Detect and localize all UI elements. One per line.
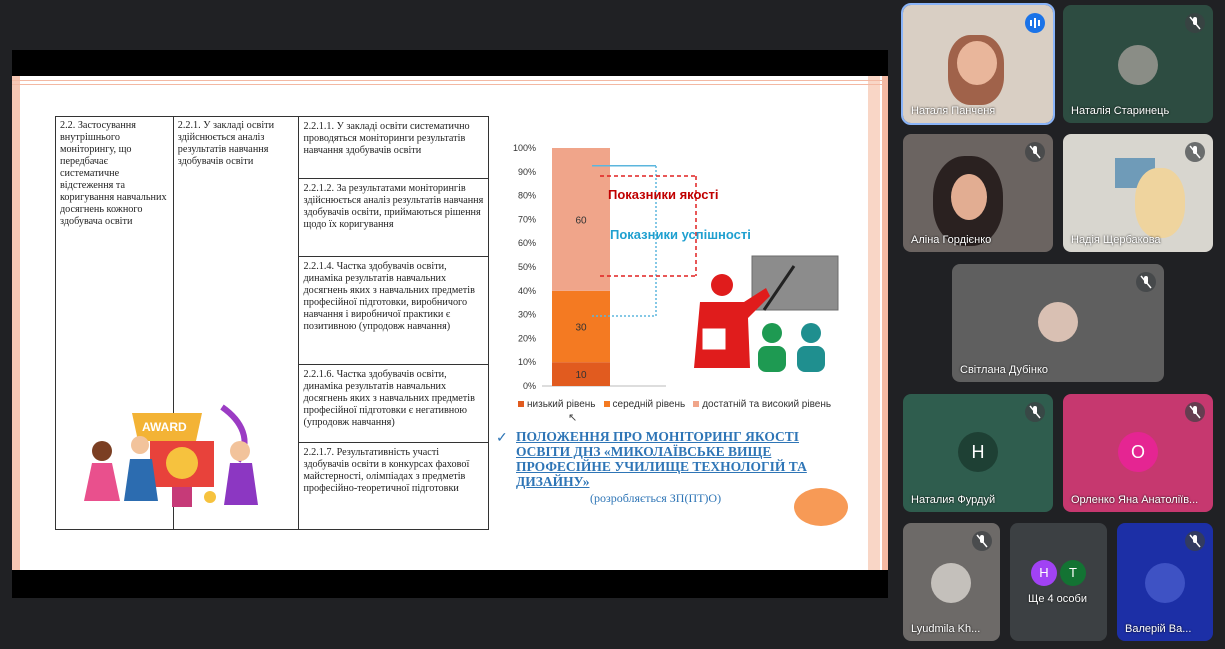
participant-tile[interactable]	[903, 394, 1053, 512]
stacked-bar-chart	[496, 138, 846, 418]
participant-name: Наталія Старинець	[1071, 105, 1170, 117]
participant-tile[interactable]	[1117, 523, 1213, 641]
participant-avatar	[931, 563, 971, 603]
indicator-item: 2.2.1.2. За результатами моніторингів здійснюється аналіз результатів навчання здобувачів освіти, приймаються рішення щодо їх коригування	[299, 179, 488, 257]
slide-left-border	[12, 76, 20, 570]
participant-avatar: Н	[1031, 560, 1057, 586]
person-body	[124, 459, 158, 501]
participant-tile[interactable]	[1063, 5, 1213, 123]
y-tick-label: 80%	[517, 190, 536, 201]
legend-swatch	[518, 401, 524, 407]
participant-face	[957, 41, 997, 85]
participant-avatar: Н	[958, 432, 998, 472]
indicator-item: 2.2.1.1. У закладі освіти систематично проводяться моніторинги результатів навчання здобувачів освіти	[299, 117, 488, 179]
mic-off-icon	[972, 531, 992, 551]
person-body	[84, 463, 120, 501]
bar-data-label: 60	[575, 215, 587, 227]
board-icon	[752, 256, 838, 310]
participant-avatar: Т	[1060, 560, 1086, 586]
mic-off-icon	[1185, 142, 1205, 162]
legend-label: середній рівень	[612, 399, 686, 410]
indicators-cell	[299, 117, 489, 530]
participant-tile[interactable]	[1063, 394, 1213, 512]
slide-right-border-outer	[882, 76, 888, 570]
y-tick-label: 40%	[517, 285, 536, 296]
mic-off-icon	[1025, 142, 1045, 162]
participant-tile[interactable]	[903, 134, 1053, 252]
participant-tile[interactable]	[903, 5, 1053, 123]
teacher-icon	[711, 274, 733, 296]
y-tick-label: 70%	[517, 214, 536, 225]
participant-name: Аліна Гордієнко	[911, 234, 992, 246]
participant-avatar	[1038, 302, 1078, 342]
criterion-cell: 2.2. Застосування внутрішнього моніторингу, що передбачає систематичне відстеження та коригування навчальних досягнень кожного здобувача освіти	[56, 117, 174, 530]
award-illustration	[62, 401, 272, 511]
y-tick-label: 100%	[512, 143, 536, 153]
y-tick-label: 20%	[517, 333, 536, 344]
student-body	[758, 346, 786, 372]
participant-name: Орленко Яна Анатоліїв...	[1071, 494, 1199, 506]
legend-label: низький рівень	[527, 399, 596, 410]
legend-item	[604, 399, 686, 410]
student-body	[797, 346, 825, 372]
participant-name: Світлана Дубінко	[960, 364, 1048, 376]
participant-name: Наталия Фурдуй	[911, 494, 996, 506]
presentation-slide	[12, 76, 888, 570]
participant-name: Lyudmila Kh...	[911, 623, 981, 635]
quality-indicators-label: Показники якості	[608, 187, 719, 202]
mic-off-icon	[1025, 402, 1045, 422]
mic-off-icon	[1185, 531, 1205, 551]
chart-bars	[552, 148, 610, 386]
indicator-item: 2.2.1.7. Результативність участі здобувачів освіти в конкурсах фахової майстерності, олімпіадах з предметів професійно-теоретичної підготовки	[303, 447, 470, 494]
participant-name: Наталя Панченя	[911, 105, 996, 117]
bar-data-label: 10	[575, 370, 587, 382]
student-icon	[762, 323, 782, 343]
mouse-cursor-icon: ↖	[568, 412, 578, 424]
y-tick-label: 50%	[517, 262, 536, 272]
mic-off-icon	[1185, 402, 1205, 422]
legend-item	[693, 399, 831, 410]
participant-tile[interactable]	[952, 264, 1164, 382]
participant-face	[951, 174, 987, 220]
y-tick-label: 60%	[517, 238, 536, 249]
participant-name: Надія Щербакова	[1071, 234, 1161, 246]
legend-swatch	[693, 401, 699, 407]
mic-off-icon	[1185, 13, 1205, 33]
person-icon	[131, 436, 149, 454]
participant-avatar	[1145, 563, 1185, 603]
bar-data-label: 30	[575, 322, 587, 334]
participant-avatar: О	[1118, 432, 1158, 472]
person-icon	[230, 441, 250, 461]
more-participants-tile[interactable]	[1010, 523, 1107, 641]
person-icon	[92, 441, 112, 461]
y-tick-label: 30%	[517, 309, 536, 320]
regulation-subtitle: (розробляється ЗП(ПТ)О)	[590, 491, 722, 505]
participant-name: Валерій Ва...	[1125, 623, 1192, 635]
award-text: AWARD	[142, 420, 187, 434]
legend-swatch	[604, 401, 610, 407]
requirement-cell: 2.2.1. У закладі освіти здійснюється аналіз результатів навчання здобувачів освіти	[173, 117, 299, 530]
indicator-item: 2.2.1.4. Частка здобувачів освіти, динаміка результатів навчальних досягнень яких з навчальних предметів професійної підготовки, виробничого навчання і виробничої практики є позитивною (упродовж навчання)	[299, 257, 488, 365]
speaking-icon	[1025, 13, 1045, 33]
y-tick-label: 10%	[517, 357, 536, 368]
indicator-item: 2.2.1.6. Частка здобувачів освіти, динаміка результатів навчальних досягнень яких з навчальних предметів професійної підготовки є негативною (упродовж навчання)	[299, 365, 488, 443]
trophy-icon	[204, 491, 216, 503]
regulation-link[interactable]: ПОЛОЖЕННЯ ПРО МОНІТОРИНГ ЯКОСТІ ОСВІТИ ДНЗ «МИКОЛАЇВСЬКЕ ВИЩЕ ПРОФЕСІЙНЕ УЧИЛИЩЕ ТЕХНОЛОГІЙ ТА ДИЗАЙНУ»	[516, 429, 807, 489]
student-icon	[801, 323, 821, 343]
y-tick-label: 0%	[522, 381, 536, 391]
decorative-oval	[794, 488, 848, 526]
slide-right-border	[868, 76, 880, 570]
participant-tile[interactable]	[903, 523, 1000, 641]
mic-off-icon	[1136, 272, 1156, 292]
award-stand	[172, 487, 192, 507]
chart-legend	[518, 399, 831, 410]
teacher-paper	[702, 328, 726, 350]
slide-top-stripe	[12, 84, 888, 85]
slide-top-stripe	[12, 80, 888, 81]
more-participants-label: Ще 4 особи	[1028, 593, 1087, 605]
participant-avatar	[1118, 45, 1158, 85]
success-indicators-label: Показники успішності	[610, 227, 751, 242]
participant-tile[interactable]	[1063, 134, 1213, 252]
award-medal-icon	[166, 447, 198, 479]
legend-item	[518, 399, 596, 410]
success-bracket-top	[592, 165, 656, 167]
participant-video	[1135, 168, 1185, 238]
checkmark-icon: ✓	[496, 429, 508, 445]
legend-label: достатній та високий рівень	[702, 399, 832, 410]
person-body	[224, 463, 258, 505]
y-tick-label: 90%	[517, 166, 536, 177]
